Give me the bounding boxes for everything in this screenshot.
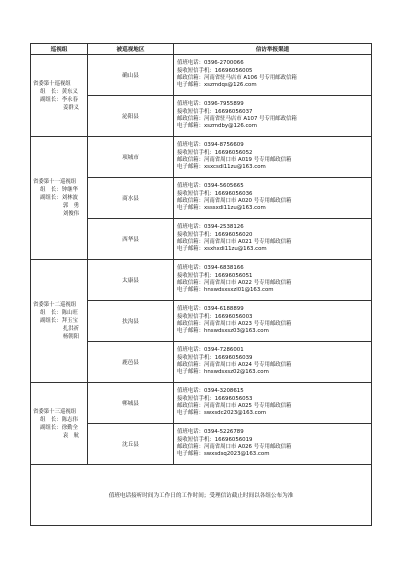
postal-box: 邮政信箱：河南省驻马店市 A107 号专用邮政信箱 (177, 116, 297, 122)
postal-box: 邮政信箱：河南省周口市 A024 号专用邮政信箱 (177, 362, 292, 368)
deputy-line (31, 96, 87, 104)
channel-info (174, 301, 372, 342)
postal-box: 邮政信箱：河南省周口市 A021 号专用邮政信箱 (177, 239, 292, 245)
area-name: 太康县 (88, 260, 174, 301)
channel-info (174, 383, 372, 424)
channel-info (174, 424, 372, 465)
group-cell (31, 55, 88, 137)
leader-label: 组 长： (40, 187, 62, 193)
deputy-line (31, 424, 87, 432)
duty-phone: 值班电话：0394-6188899 (177, 306, 244, 313)
header-area: 被巡视地区 (88, 44, 174, 55)
duty-phone: 值班电话：0394-8756609 (177, 142, 244, 149)
sms-phone: 接收短信手机：16696056052 (177, 149, 253, 156)
leader-name: 陈山旺 (61, 310, 78, 316)
sms-phone: 接收短信手机：16696056036 (177, 190, 253, 197)
deputy-label: 副组长： (40, 195, 62, 201)
deputy-line (31, 325, 87, 333)
deputy-line (31, 104, 87, 112)
deputy-line (31, 202, 87, 210)
group-cell (31, 383, 88, 465)
deputy-line (31, 194, 87, 202)
group-leader-line (31, 186, 87, 194)
channel-info (174, 219, 372, 260)
postal-box: 邮政信箱：河南省周口市 A019 号专用邮政信箱 (177, 157, 292, 163)
table-header-row (31, 44, 372, 55)
email[interactable]: 电子邮箱：xszmdby@126.com (177, 123, 257, 130)
duty-phone: 值班电话：0394-7286001 (177, 347, 244, 354)
group-title: 省委第十三巡视组 (33, 408, 77, 415)
inspection-table-sheet (30, 43, 371, 526)
leader-name: 黄东义 (61, 88, 78, 95)
sms-phone: 接收短信手机：16696056051 (177, 272, 253, 279)
email[interactable]: 电子邮箱：xsssxdi11zu@163.com (177, 205, 266, 212)
postal-box: 邮政信箱：河南省驻马店市 A106 号专用邮政信箱 (177, 75, 297, 81)
area-name: 项城市 (88, 137, 174, 178)
channel-info (174, 178, 372, 219)
deputy-name: 刘俊伟 (62, 211, 79, 217)
channel-info (174, 260, 372, 301)
deputy-label: 副组长： (40, 424, 62, 431)
email[interactable]: 电子邮箱：xsxhxdi11zu@163.com (177, 246, 267, 253)
duty-phone: 值班电话：0396-7955899 (177, 101, 244, 108)
deputy-name: 郭 勇 (62, 203, 79, 209)
duty-phone: 值班电话：0394-2538126 (177, 224, 244, 231)
group-leader-line (31, 416, 87, 424)
leader-label: 组 长： (40, 310, 62, 316)
sms-phone: 接收短信手机：16696056020 (177, 231, 253, 238)
postal-box: 邮政信箱：河南省周口市 A020 号专用邮政信箱 (177, 198, 292, 204)
inspection-table (30, 43, 372, 526)
group-leader-line (31, 309, 87, 317)
area-name: 鹿邑县 (88, 342, 174, 383)
deputy-line (31, 210, 87, 218)
sms-phone: 接收短信手机：16696056019 (177, 436, 253, 443)
area-name: 扶沟县 (88, 301, 174, 342)
deputy-name: 李永春 (61, 96, 78, 103)
email[interactable]: 电子邮箱：swxsdc2023@163.com (177, 410, 267, 417)
sms-phone: 接收短信手机：16696056037 (177, 108, 253, 115)
footer-note: 值班电话接听时间为工作日的工作时间；受理信访截止时间以各组公布为准 (31, 465, 372, 526)
deputy-name: 袁 航 (62, 432, 79, 439)
area-name: 郸城县 (88, 383, 174, 424)
email[interactable]: 电子邮箱：swxsdsq2023@163.com (177, 451, 270, 458)
footer-row (31, 465, 372, 526)
deputy-name: 刘林波 (61, 195, 78, 201)
table-row (31, 383, 372, 424)
email[interactable]: 电子邮箱：xsxcsdi11zu@163.com (177, 164, 266, 171)
deputy-line (31, 317, 87, 325)
deputy-line (31, 432, 87, 440)
sms-phone: 接收短信手机：16696056053 (177, 395, 253, 402)
postal-box: 邮政信箱：河南省周口市 A022 号专用邮政信箱 (177, 280, 292, 286)
leader-name: 钟继华 (61, 187, 78, 193)
leader-label: 组 长： (40, 416, 62, 423)
group-title: 省委第十一巡视组 (33, 179, 77, 185)
area-name: 确山县 (88, 55, 174, 96)
deputy-name: 杨朝阳 (62, 334, 79, 340)
deputy-name: 徐勤全 (61, 424, 78, 431)
channel-info (174, 96, 372, 137)
area-name: 沈丘县 (88, 424, 174, 465)
postal-box: 邮政信箱：河南省周口市 A025 号专用邮政信箱 (177, 403, 292, 409)
email[interactable]: 电子邮箱：hnswdsxsz02@163.com (177, 369, 269, 376)
leader-label: 组 长： (40, 88, 62, 95)
area-name: 商水县 (88, 178, 174, 219)
postal-box: 邮政信箱：河南省周口市 A026 号专用邮政信箱 (177, 444, 292, 450)
table-row (31, 137, 372, 178)
area-name: 泌阳县 (88, 96, 174, 137)
email[interactable]: 电子邮箱：hnswdsxsz03@163.com (177, 328, 269, 335)
deputy-name: 姜群义 (62, 104, 79, 111)
table-row (31, 55, 372, 96)
table-row (31, 260, 372, 301)
group-leader-line (31, 88, 87, 96)
group-title: 省委第十二巡视组 (33, 302, 77, 308)
postal-box: 邮政信箱：河南省周口市 A023 号专用邮政信箱 (177, 321, 292, 327)
leader-name: 陈志伟 (61, 416, 78, 423)
duty-phone: 值班电话：0394-5605665 (177, 183, 244, 190)
deputy-label: 副组长： (40, 318, 62, 324)
sms-phone: 接收短信手机：16696056039 (177, 354, 253, 361)
group-cell (31, 260, 88, 383)
sms-phone: 接收短信手机：16696056005 (177, 67, 253, 74)
group-cell (31, 137, 88, 260)
channel-info (174, 55, 372, 96)
header-group: 巡视组 (31, 44, 88, 55)
deputy-line (31, 333, 87, 341)
channel-info (174, 342, 372, 383)
email[interactable]: 电子邮箱：xszmdqs@126.com (177, 82, 257, 89)
sms-phone: 接收短信手机：16696056003 (177, 313, 253, 320)
header-channels: 信访举报渠道 (174, 44, 372, 55)
deputy-label: 副组长： (40, 96, 62, 103)
deputy-name: 扎洪祈 (62, 326, 79, 332)
duty-phone: 值班电话：0396-2700066 (177, 60, 244, 67)
duty-phone: 值班电话：0394-5226789 (177, 429, 244, 436)
channel-info (174, 137, 372, 178)
table-body (31, 55, 372, 465)
duty-phone: 值班电话：0394-6838166 (177, 265, 244, 272)
duty-phone: 值班电话：0394-3208615 (177, 388, 244, 395)
area-name: 西华县 (88, 219, 174, 260)
email[interactable]: 电子邮箱：hnswdsxsxzl01@163.com (177, 287, 274, 294)
deputy-name: 拜玉宝 (61, 318, 78, 324)
group-title: 省委第十巡视组 (33, 80, 71, 87)
